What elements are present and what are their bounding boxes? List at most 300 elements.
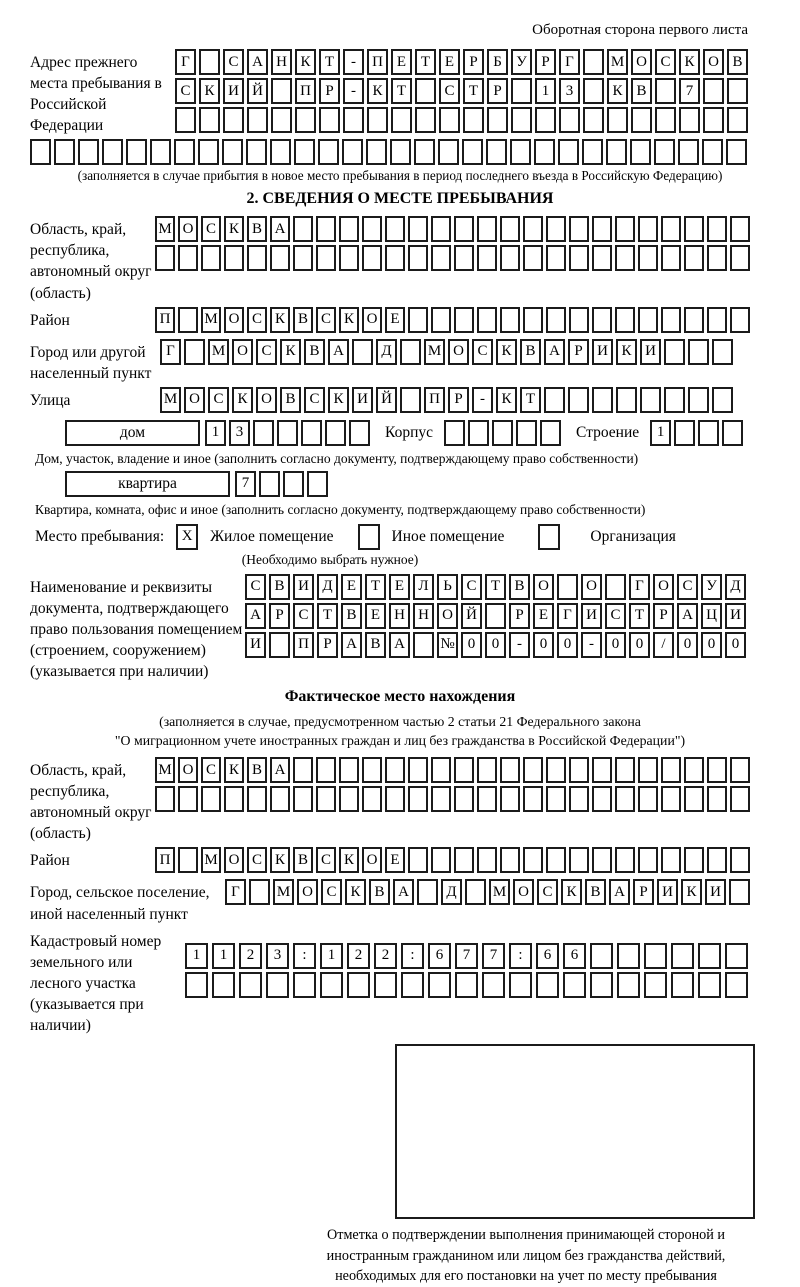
grid-cell-empty[interactable]	[615, 307, 635, 333]
grid-cell-empty[interactable]	[661, 307, 681, 333]
grid-cell-filled[interactable]: 2	[239, 943, 262, 969]
grid-cell-empty[interactable]	[546, 307, 566, 333]
grid-cell-filled[interactable]: 6	[428, 943, 451, 969]
grid-cell-empty[interactable]	[558, 139, 579, 165]
grid-cell-filled[interactable]: С	[461, 574, 482, 600]
grid-cell-filled[interactable]: 0	[533, 632, 554, 658]
grid-cell-filled[interactable]: Е	[439, 49, 460, 75]
grid-cell-filled[interactable]: Ц	[701, 603, 722, 629]
grid-cell-empty[interactable]	[408, 307, 428, 333]
grid-cell-empty[interactable]	[339, 216, 359, 242]
grid-cell-filled[interactable]: К	[607, 78, 628, 104]
grid-cell-empty[interactable]	[367, 107, 388, 133]
grid-cell-filled[interactable]: И	[657, 879, 678, 905]
grid-cell-empty[interactable]	[366, 139, 387, 165]
grid-cell-filled[interactable]: И	[640, 339, 661, 365]
grid-cell-empty[interactable]	[640, 387, 661, 413]
grid-cell-empty[interactable]	[615, 847, 635, 873]
grid-cell-filled[interactable]: С	[223, 49, 244, 75]
grid-cell-empty[interactable]	[487, 107, 508, 133]
grid-cell-filled[interactable]: 0	[629, 632, 650, 658]
grid-cell-filled[interactable]: В	[247, 216, 267, 242]
grid-cell-empty[interactable]	[631, 107, 652, 133]
grid-cell-empty[interactable]	[563, 972, 586, 998]
grid-cell-empty[interactable]	[726, 139, 747, 165]
grid-cell-empty[interactable]	[431, 216, 451, 242]
grid-cell-filled[interactable]: Д	[317, 574, 338, 600]
grid-cell-empty[interactable]	[661, 786, 681, 812]
grid-cell-filled[interactable]: О	[232, 339, 253, 365]
grid-cell-empty[interactable]	[684, 307, 704, 333]
grid-cell-empty[interactable]	[730, 757, 750, 783]
grid-cell-filled[interactable]: 0	[701, 632, 722, 658]
grid-cell-filled[interactable]: А	[245, 603, 266, 629]
grid-cell-filled[interactable]: Е	[341, 574, 362, 600]
grid-cell-filled[interactable]: Л	[413, 574, 434, 600]
grid-cell-filled[interactable]: О	[653, 574, 674, 600]
grid-cell-filled[interactable]: И	[293, 574, 314, 600]
grid-cell-filled[interactable]: А	[389, 632, 410, 658]
grid-cell-empty[interactable]	[270, 245, 290, 271]
grid-cell-empty[interactable]	[722, 420, 743, 446]
grid-cell-filled[interactable]: 1	[185, 943, 208, 969]
grid-cell-filled[interactable]: Н	[389, 603, 410, 629]
grid-cell-empty[interactable]	[712, 387, 733, 413]
grid-cell-filled[interactable]: 3	[266, 943, 289, 969]
grid-cell-empty[interactable]	[320, 972, 343, 998]
grid-cell-empty[interactable]	[546, 245, 566, 271]
grid-cell-filled[interactable]: Г	[175, 49, 196, 75]
grid-cell-filled[interactable]: 2	[374, 943, 397, 969]
grid-cell-filled[interactable]: Й	[247, 78, 268, 104]
grid-cell-filled[interactable]: К	[328, 387, 349, 413]
grid-cell-empty[interactable]	[293, 245, 313, 271]
grid-cell-empty[interactable]	[546, 216, 566, 242]
grid-cell-filled[interactable]: В	[293, 307, 313, 333]
grid-cell-empty[interactable]	[707, 216, 727, 242]
grid-cell-filled[interactable]: Г	[629, 574, 650, 600]
grid-cell-empty[interactable]	[316, 216, 336, 242]
grid-cell-filled[interactable]: 7	[679, 78, 700, 104]
grid-cell-empty[interactable]	[400, 339, 421, 365]
grid-cell-empty[interactable]	[385, 786, 405, 812]
grid-cell-filled[interactable]: А	[544, 339, 565, 365]
grid-cell-empty[interactable]	[511, 107, 532, 133]
grid-cell-empty[interactable]	[661, 216, 681, 242]
grid-cell-empty[interactable]	[454, 216, 474, 242]
grid-cell-empty[interactable]	[590, 972, 613, 998]
grid-cell-empty[interactable]	[343, 107, 364, 133]
grid-cell-filled[interactable]: И	[223, 78, 244, 104]
grid-cell-filled[interactable]: О	[581, 574, 602, 600]
grid-cell-empty[interactable]	[431, 847, 451, 873]
grid-cell-filled[interactable]: В	[509, 574, 530, 600]
grid-cell-filled[interactable]: В	[304, 339, 325, 365]
grid-cell-empty[interactable]	[617, 972, 640, 998]
grid-cell-filled[interactable]: М	[160, 387, 181, 413]
grid-cell-filled[interactable]: 1	[320, 943, 343, 969]
grid-cell-filled[interactable]: 0	[605, 632, 626, 658]
grid-cell-filled[interactable]: Н	[413, 603, 434, 629]
grid-cell-empty[interactable]	[184, 339, 205, 365]
grid-cell-filled[interactable]: И	[245, 632, 266, 658]
grid-cell-empty[interactable]	[293, 757, 313, 783]
grid-cell-filled[interactable]: К	[561, 879, 582, 905]
grid-cell-empty[interactable]	[615, 216, 635, 242]
grid-cell-filled[interactable]: И	[592, 339, 613, 365]
grid-cell-filled[interactable]: С	[201, 216, 221, 242]
grid-cell-filled[interactable]: О	[224, 847, 244, 873]
grid-cell-empty[interactable]	[293, 972, 316, 998]
grid-cell-empty[interactable]	[201, 245, 221, 271]
grid-cell-empty[interactable]	[516, 420, 537, 446]
grid-cell-empty[interactable]	[465, 879, 486, 905]
grid-cell-filled[interactable]: И	[705, 879, 726, 905]
grid-cell-filled[interactable]: К	[679, 49, 700, 75]
grid-cell-empty[interactable]	[730, 307, 750, 333]
checkbox-other-premises[interactable]	[358, 524, 380, 550]
grid-cell-filled[interactable]: -	[472, 387, 493, 413]
grid-cell-empty[interactable]	[155, 786, 175, 812]
grid-cell-empty[interactable]	[482, 972, 505, 998]
grid-cell-empty[interactable]	[671, 943, 694, 969]
grid-cell-filled[interactable]: К	[270, 847, 290, 873]
grid-cell-empty[interactable]	[454, 786, 474, 812]
grid-cell-empty[interactable]	[78, 139, 99, 165]
grid-cell-filled[interactable]: Т	[629, 603, 650, 629]
grid-cell-empty[interactable]	[239, 972, 262, 998]
grid-cell-filled[interactable]: Е	[533, 603, 554, 629]
grid-cell-empty[interactable]	[385, 757, 405, 783]
grid-cell-filled[interactable]: С	[247, 847, 267, 873]
grid-cell-filled[interactable]: Т	[319, 49, 340, 75]
grid-cell-filled[interactable]: Н	[271, 49, 292, 75]
grid-cell-filled[interactable]: Т	[317, 603, 338, 629]
grid-cell-filled[interactable]: В	[293, 847, 313, 873]
grid-cell-filled[interactable]: А	[270, 216, 290, 242]
grid-cell-empty[interactable]	[431, 757, 451, 783]
grid-cell-filled[interactable]: О	[256, 387, 277, 413]
grid-cell-empty[interactable]	[684, 786, 704, 812]
grid-cell-empty[interactable]	[468, 420, 489, 446]
grid-cell-empty[interactable]	[569, 786, 589, 812]
grid-cell-filled[interactable]: К	[616, 339, 637, 365]
grid-cell-empty[interactable]	[438, 139, 459, 165]
grid-cell-empty[interactable]	[630, 139, 651, 165]
grid-cell-empty[interactable]	[523, 757, 543, 783]
grid-cell-empty[interactable]	[661, 245, 681, 271]
grid-cell-filled[interactable]: Т	[485, 574, 506, 600]
grid-cell-empty[interactable]	[270, 139, 291, 165]
grid-cell-empty[interactable]	[463, 107, 484, 133]
grid-cell-empty[interactable]	[347, 972, 370, 998]
grid-cell-empty[interactable]	[477, 216, 497, 242]
grid-cell-empty[interactable]	[644, 972, 667, 998]
grid-cell-filled[interactable]: Р	[319, 78, 340, 104]
grid-cell-filled[interactable]: У	[511, 49, 532, 75]
grid-cell-empty[interactable]	[671, 972, 694, 998]
grid-cell-filled[interactable]: 7	[235, 471, 256, 497]
grid-cell-empty[interactable]	[729, 879, 750, 905]
grid-cell-filled[interactable]: С	[537, 879, 558, 905]
grid-cell-empty[interactable]	[270, 786, 290, 812]
grid-cell-filled[interactable]: 6	[536, 943, 559, 969]
grid-cell-filled[interactable]: 0	[725, 632, 746, 658]
grid-cell-empty[interactable]	[616, 387, 637, 413]
grid-cell-empty[interactable]	[592, 216, 612, 242]
grid-cell-empty[interactable]	[318, 139, 339, 165]
grid-cell-empty[interactable]	[638, 245, 658, 271]
grid-cell-empty[interactable]	[523, 786, 543, 812]
grid-cell-empty[interactable]	[212, 972, 235, 998]
grid-cell-filled[interactable]: Й	[376, 387, 397, 413]
grid-cell-filled[interactable]: Е	[385, 307, 405, 333]
grid-cell-filled[interactable]: С	[245, 574, 266, 600]
grid-cell-filled[interactable]: В	[280, 387, 301, 413]
grid-cell-filled[interactable]: Р	[535, 49, 556, 75]
grid-cell-empty[interactable]	[316, 245, 336, 271]
grid-cell-empty[interactable]	[439, 107, 460, 133]
grid-cell-empty[interactable]	[707, 847, 727, 873]
grid-cell-empty[interactable]	[583, 78, 604, 104]
grid-cell-filled[interactable]: В	[247, 757, 267, 783]
grid-cell-empty[interactable]	[222, 139, 243, 165]
grid-cell-empty[interactable]	[615, 786, 635, 812]
grid-cell-empty[interactable]	[725, 972, 748, 998]
grid-cell-filled[interactable]: 7	[455, 943, 478, 969]
grid-cell-empty[interactable]	[540, 420, 561, 446]
grid-cell-empty[interactable]	[301, 420, 322, 446]
grid-cell-empty[interactable]	[294, 139, 315, 165]
grid-cell-empty[interactable]	[698, 420, 719, 446]
grid-cell-empty[interactable]	[362, 786, 382, 812]
grid-cell-filled[interactable]: -	[509, 632, 530, 658]
grid-cell-filled[interactable]: М	[424, 339, 445, 365]
grid-cell-empty[interactable]	[592, 307, 612, 333]
grid-cell-filled[interactable]: П	[155, 307, 175, 333]
grid-cell-empty[interactable]	[385, 216, 405, 242]
grid-cell-empty[interactable]	[185, 972, 208, 998]
grid-cell-filled[interactable]: О	[437, 603, 458, 629]
grid-cell-filled[interactable]: Р	[317, 632, 338, 658]
grid-cell-empty[interactable]	[707, 245, 727, 271]
grid-cell-empty[interactable]	[583, 49, 604, 75]
grid-cell-filled[interactable]: М	[155, 757, 175, 783]
grid-cell-empty[interactable]	[698, 943, 721, 969]
grid-cell-empty[interactable]	[688, 387, 709, 413]
grid-cell-filled[interactable]: М	[489, 879, 510, 905]
grid-cell-empty[interactable]	[247, 786, 267, 812]
grid-cell-empty[interactable]	[271, 78, 292, 104]
grid-cell-empty[interactable]	[712, 339, 733, 365]
grid-cell-filled[interactable]: И	[581, 603, 602, 629]
grid-cell-empty[interactable]	[674, 420, 695, 446]
grid-cell-empty[interactable]	[102, 139, 123, 165]
grid-cell-empty[interactable]	[523, 245, 543, 271]
grid-cell-empty[interactable]	[400, 387, 421, 413]
grid-cell-filled[interactable]: О	[184, 387, 205, 413]
grid-cell-filled[interactable]: О	[297, 879, 318, 905]
grid-cell-filled[interactable]: 0	[485, 632, 506, 658]
grid-cell-empty[interactable]	[500, 847, 520, 873]
grid-cell-filled[interactable]: Ь	[437, 574, 458, 600]
grid-cell-empty[interactable]	[679, 107, 700, 133]
checkbox-residential[interactable]: X	[176, 524, 198, 550]
grid-cell-filled[interactable]: Р	[269, 603, 290, 629]
grid-cell-filled[interactable]: 2	[347, 943, 370, 969]
grid-cell-empty[interactable]	[155, 245, 175, 271]
grid-cell-empty[interactable]	[477, 757, 497, 783]
grid-cell-filled[interactable]: В	[585, 879, 606, 905]
grid-cell-empty[interactable]	[293, 786, 313, 812]
grid-cell-empty[interactable]	[546, 757, 566, 783]
grid-cell-filled[interactable]: Р	[568, 339, 589, 365]
grid-cell-empty[interactable]	[126, 139, 147, 165]
grid-cell-empty[interactable]	[664, 339, 685, 365]
grid-cell-empty[interactable]	[730, 847, 750, 873]
grid-cell-filled[interactable]: П	[155, 847, 175, 873]
grid-cell-filled[interactable]: С	[316, 847, 336, 873]
grid-cell-empty[interactable]	[408, 245, 428, 271]
grid-cell-empty[interactable]	[175, 107, 196, 133]
grid-cell-filled[interactable]: :	[509, 943, 532, 969]
grid-cell-filled[interactable]: С	[208, 387, 229, 413]
grid-cell-filled[interactable]: К	[280, 339, 301, 365]
grid-cell-empty[interactable]	[644, 943, 667, 969]
grid-cell-empty[interactable]	[702, 139, 723, 165]
grid-cell-filled[interactable]: Г	[557, 603, 578, 629]
grid-cell-filled[interactable]: М	[273, 879, 294, 905]
grid-cell-empty[interactable]	[523, 216, 543, 242]
grid-cell-empty[interactable]	[500, 307, 520, 333]
grid-cell-empty[interactable]	[678, 139, 699, 165]
grid-cell-empty[interactable]	[246, 139, 267, 165]
grid-cell-empty[interactable]	[664, 387, 685, 413]
grid-cell-filled[interactable]: С	[175, 78, 196, 104]
grid-cell-empty[interactable]	[583, 107, 604, 133]
grid-cell-filled[interactable]: В	[365, 632, 386, 658]
grid-cell-empty[interactable]	[413, 632, 434, 658]
grid-cell-empty[interactable]	[535, 107, 556, 133]
grid-cell-filled[interactable]: С	[472, 339, 493, 365]
grid-cell-empty[interactable]	[698, 972, 721, 998]
grid-cell-filled[interactable]: У	[701, 574, 722, 600]
grid-cell-empty[interactable]	[492, 420, 513, 446]
grid-cell-filled[interactable]: /	[653, 632, 674, 658]
grid-cell-empty[interactable]	[339, 786, 359, 812]
grid-cell-empty[interactable]	[534, 139, 555, 165]
grid-cell-empty[interactable]	[569, 245, 589, 271]
grid-cell-filled[interactable]: 6	[563, 943, 586, 969]
grid-cell-filled[interactable]: К	[224, 216, 244, 242]
grid-cell-empty[interactable]	[536, 972, 559, 998]
grid-cell-filled[interactable]: 0	[677, 632, 698, 658]
grid-cell-filled[interactable]: Р	[448, 387, 469, 413]
grid-cell-filled[interactable]: Т	[415, 49, 436, 75]
grid-cell-empty[interactable]	[408, 847, 428, 873]
grid-cell-filled[interactable]: Р	[463, 49, 484, 75]
grid-cell-filled[interactable]: К	[345, 879, 366, 905]
grid-cell-filled[interactable]: О	[178, 216, 198, 242]
grid-cell-filled[interactable]: 3	[559, 78, 580, 104]
grid-cell-empty[interactable]	[730, 786, 750, 812]
grid-cell-empty[interactable]	[703, 107, 724, 133]
grid-cell-filled[interactable]: 3	[229, 420, 250, 446]
grid-cell-filled[interactable]: А	[393, 879, 414, 905]
grid-cell-filled[interactable]: -	[343, 49, 364, 75]
grid-cell-filled[interactable]: М	[155, 216, 175, 242]
grid-cell-filled[interactable]: 7	[482, 943, 505, 969]
grid-cell-filled[interactable]: П	[424, 387, 445, 413]
grid-cell-empty[interactable]	[592, 786, 612, 812]
grid-cell-empty[interactable]	[546, 847, 566, 873]
grid-cell-empty[interactable]	[266, 972, 289, 998]
grid-cell-empty[interactable]	[352, 339, 373, 365]
grid-cell-filled[interactable]: С	[247, 307, 267, 333]
grid-cell-empty[interactable]	[271, 107, 292, 133]
grid-cell-empty[interactable]	[485, 603, 506, 629]
grid-cell-filled[interactable]: О	[362, 847, 382, 873]
grid-cell-filled[interactable]: Й	[461, 603, 482, 629]
grid-cell-empty[interactable]	[178, 245, 198, 271]
grid-cell-empty[interactable]	[582, 139, 603, 165]
grid-cell-filled[interactable]: Г	[225, 879, 246, 905]
grid-cell-filled[interactable]: С	[201, 757, 221, 783]
grid-cell-empty[interactable]	[316, 757, 336, 783]
grid-cell-empty[interactable]	[454, 307, 474, 333]
grid-cell-empty[interactable]	[605, 574, 626, 600]
grid-cell-empty[interactable]	[654, 139, 675, 165]
grid-cell-filled[interactable]: О	[703, 49, 724, 75]
grid-cell-empty[interactable]	[307, 471, 328, 497]
grid-cell-empty[interactable]	[224, 245, 244, 271]
grid-cell-filled[interactable]: Б	[487, 49, 508, 75]
grid-cell-empty[interactable]	[349, 420, 370, 446]
grid-cell-empty[interactable]	[174, 139, 195, 165]
grid-cell-empty[interactable]	[486, 139, 507, 165]
grid-cell-filled[interactable]: Е	[389, 574, 410, 600]
grid-cell-filled[interactable]: В	[369, 879, 390, 905]
grid-cell-empty[interactable]	[500, 245, 520, 271]
grid-cell-empty[interactable]	[592, 847, 612, 873]
grid-cell-filled[interactable]: О	[178, 757, 198, 783]
grid-cell-filled[interactable]: Е	[391, 49, 412, 75]
grid-cell-filled[interactable]: В	[520, 339, 541, 365]
grid-cell-filled[interactable]: Т	[520, 387, 541, 413]
grid-cell-filled[interactable]: Д	[441, 879, 462, 905]
grid-cell-empty[interactable]	[684, 757, 704, 783]
grid-cell-empty[interactable]	[544, 387, 565, 413]
grid-cell-empty[interactable]	[325, 420, 346, 446]
grid-cell-empty[interactable]	[444, 420, 465, 446]
grid-cell-filled[interactable]: Р	[653, 603, 674, 629]
grid-cell-empty[interactable]	[557, 574, 578, 600]
grid-cell-empty[interactable]	[661, 757, 681, 783]
grid-cell-empty[interactable]	[201, 786, 221, 812]
grid-cell-empty[interactable]	[454, 847, 474, 873]
grid-cell-empty[interactable]	[30, 139, 51, 165]
grid-cell-empty[interactable]	[569, 216, 589, 242]
grid-cell-filled[interactable]: Е	[365, 603, 386, 629]
grid-cell-empty[interactable]	[707, 757, 727, 783]
grid-cell-filled[interactable]: А	[609, 879, 630, 905]
grid-cell-empty[interactable]	[454, 757, 474, 783]
grid-cell-empty[interactable]	[684, 847, 704, 873]
grid-cell-empty[interactable]	[339, 245, 359, 271]
grid-cell-empty[interactable]	[730, 216, 750, 242]
grid-cell-filled[interactable]: С	[605, 603, 626, 629]
grid-cell-empty[interactable]	[390, 139, 411, 165]
